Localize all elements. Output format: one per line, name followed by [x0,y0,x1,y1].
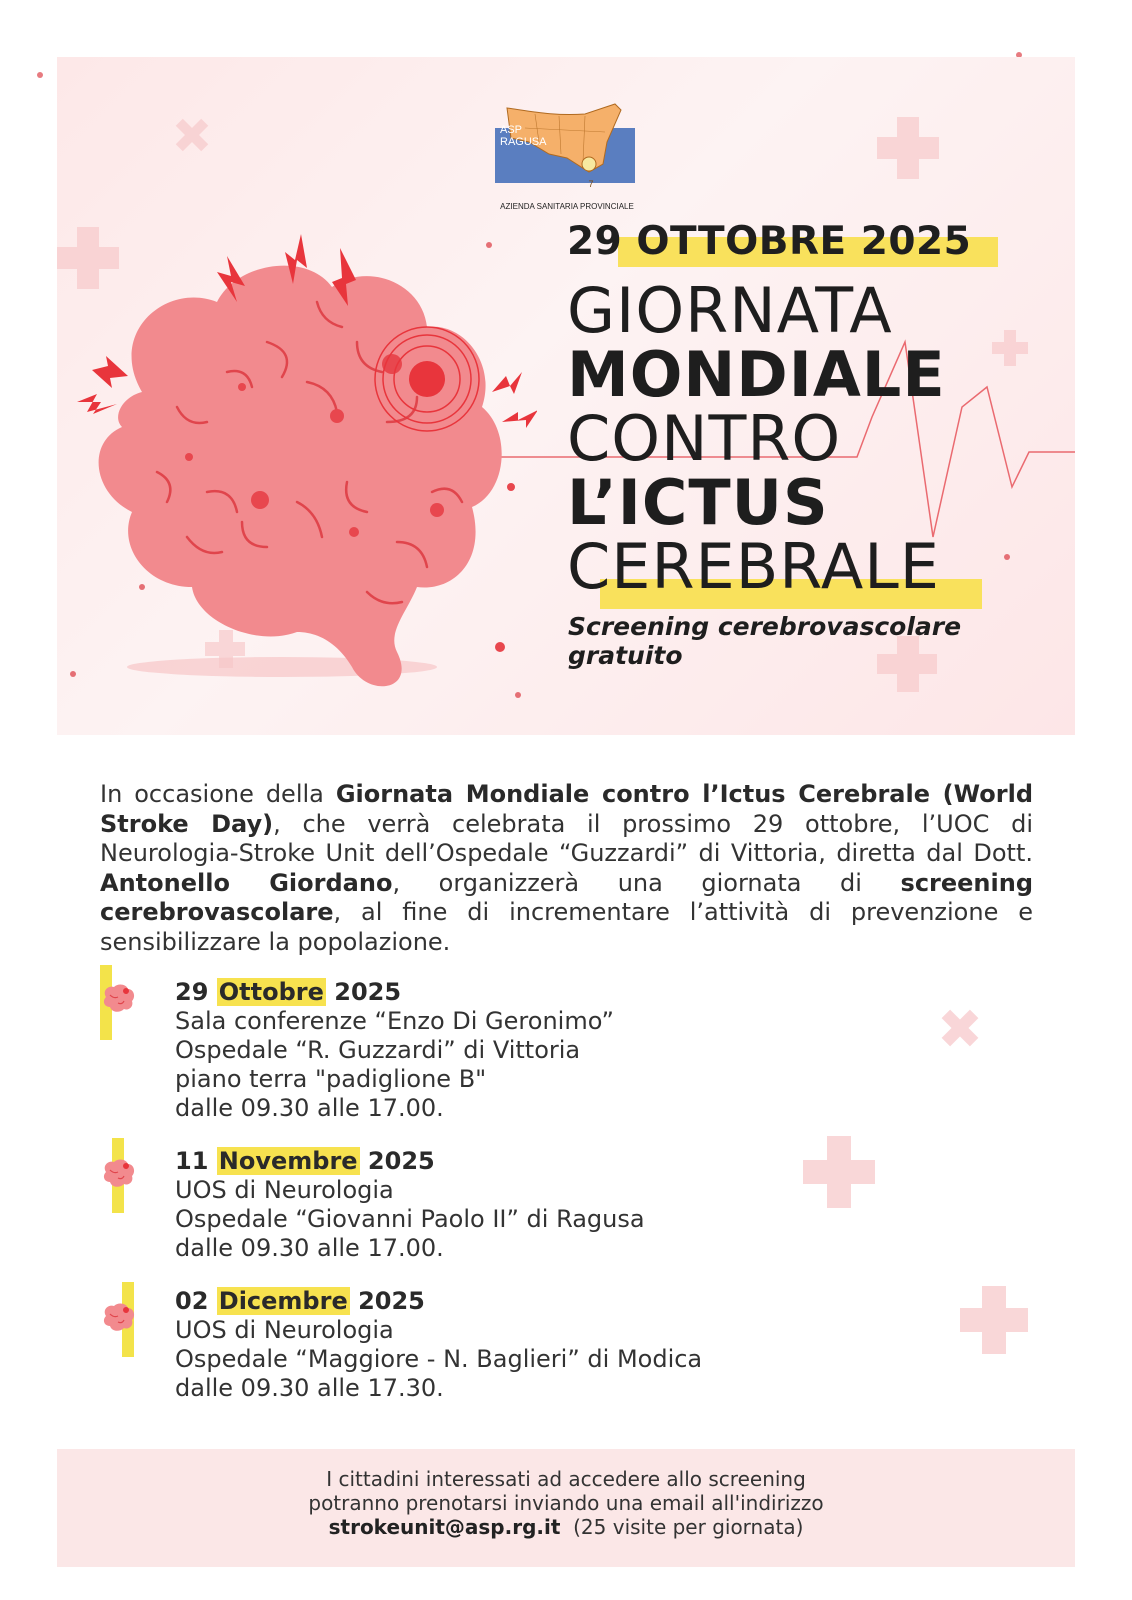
event-detail: Ospedale “Maggiore - N. Baglieri” di Modica [175,1345,703,1373]
brain-illustration [67,192,537,712]
event-detail: Ospedale “Giovanni Paolo II” di Ragusa [175,1205,645,1233]
footer-line-2: potranno prenotarsi inviando una email all'indirizzo [308,1491,824,1515]
intro-bold-event: Giornata Mondiale contro l’Ictus Cerebrale (World Stroke Day) [100,780,1033,838]
event-year: 2025 [358,1287,425,1315]
event-item [100,1282,800,1402]
footer-note: (25 visite per giornata) [573,1515,804,1539]
title-line-3: CONTRO [567,402,842,475]
event-item [100,1138,800,1262]
logo-caption: AZIENDA SANITARIA PROVINCIALE [500,202,634,211]
hero-subtitle: Screening cerebrovascolare gratuito [568,612,962,670]
event-detail: Ospedale “R. Guzzardi” di Vittoria [175,1036,581,1064]
contact-email-link[interactable]: strokeunit@asp.rg.it [328,1515,561,1539]
event-day: 11 [175,1147,209,1175]
intro-text: In occasione della [100,780,336,808]
brain-icon [100,1300,138,1334]
logo-line2: RAGUSA [500,136,547,148]
logo-badge: 7 [588,179,594,189]
decor-dot [37,72,43,78]
footer-line-1: I cittadini interessati ad accedere allo screening [326,1467,806,1491]
brain-icon [100,1156,138,1190]
event-year: 2025 [367,1147,435,1175]
event-detail: Sala conferenze “Enzo Di Geronimo” [175,1007,614,1035]
footer-text [57,1467,1075,1539]
event-month: Ottobre [218,978,324,1006]
intro-text: , organizzerà una giornata di [392,868,901,897]
event-detail: UOS di Neurologia [175,1176,394,1204]
event-detail: dalle 09.30 alle 17.30. [175,1374,444,1402]
event-date: 29 OTTOBRE 2025 [567,219,972,264]
intro-bold-screening: screening cerebrovascolare [100,868,1034,926]
event-month: Novembre [218,1147,358,1175]
title-line-4: L’ICTUS [567,466,829,539]
event-item [100,965,800,1122]
event-date [175,1147,435,1175]
event-day: 02 [175,1287,209,1315]
intro-text: , che verrà celebrata il prossimo 29 ottobre, l’UOC di Neurologia-Stroke Unit dell’Ospedale “Guzzardi” di Vittoria, diretta dal Dott. [100,809,1033,867]
event-detail: dalle 09.30 alle 17.00. [175,1234,444,1262]
event-date [175,1287,425,1315]
title-line-2: MONDIALE [567,338,946,411]
brain-icon [100,981,138,1015]
intro-text: , al fine di incrementare l’attività di prevenzione e sensibilizzare la popolazione. [100,898,1033,956]
logo-text [500,124,546,148]
hero-banner [57,57,1075,735]
logo-line1: ASP [500,124,523,136]
title-line-5: CEREBRALE [567,530,940,603]
event-date [175,978,401,1006]
title-line-1: GIORNATA [567,274,893,347]
event-month: Dicembre [218,1287,348,1315]
footer-line-3 [57,1515,1075,1539]
event-detail: dalle 09.30 alle 17.00. [175,1094,444,1122]
event-detail: UOS di Neurologia [175,1316,394,1344]
event-day: 29 [175,978,209,1006]
intro-bold-director: Antonello Giordano [100,868,393,897]
event-year: 2025 [334,978,402,1006]
intro-paragraph [100,780,1033,957]
event-detail: piano terra "padiglione B" [175,1065,487,1093]
asp-ragusa-logo-graphic [495,102,645,200]
